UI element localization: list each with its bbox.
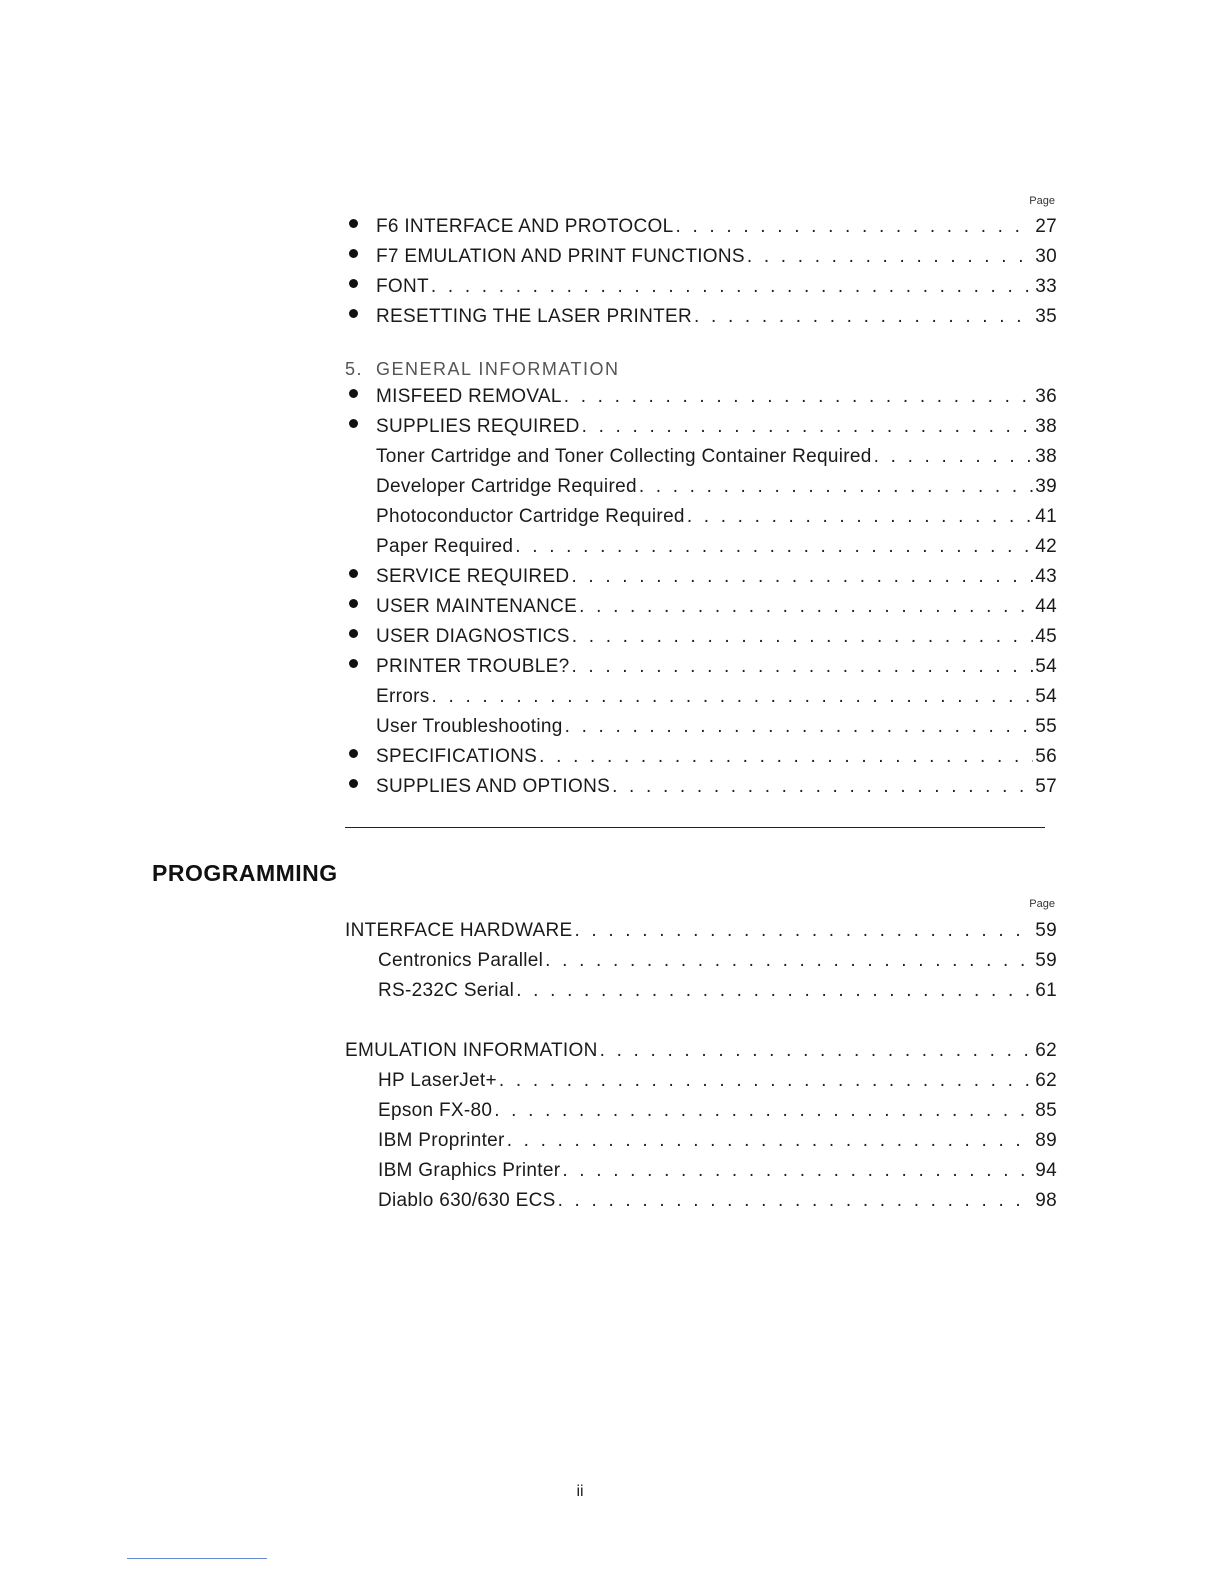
toc-entry[interactable]: [345, 776, 1057, 806]
dot-leader: [562, 1160, 1033, 1182]
dot-leader: [516, 980, 1033, 1002]
toc-entry-page: 54: [1035, 686, 1057, 707]
dot-leader: [564, 386, 1034, 408]
toc-entry-page: 59: [1035, 920, 1057, 941]
dot-leader: [571, 566, 1033, 588]
toc-entry-page: 59: [1035, 950, 1057, 971]
toc-entry-title: USER MAINTENANCE: [376, 596, 578, 617]
dot-leader: [507, 1130, 1034, 1152]
toc-entry-title: SPECIFICATIONS: [376, 746, 538, 767]
toc-entry-title: IBM Proprinter: [378, 1130, 505, 1151]
toc-entry-page: 36: [1035, 386, 1057, 407]
toc-subentry[interactable]: [345, 506, 1057, 536]
toc-subentry[interactable]: [345, 1100, 1057, 1130]
dot-leader: [499, 1070, 1033, 1092]
dot-leader: [582, 416, 1034, 438]
footer-page-number: ii: [576, 1483, 584, 1500]
dot-leader: [874, 446, 1034, 468]
spacer: [345, 1010, 1057, 1040]
dot-leader: [687, 506, 1033, 528]
dot-leader: [572, 626, 1033, 648]
toc-entry-title: USER DIAGNOSTICS: [376, 626, 570, 647]
toc-entry[interactable]: [345, 596, 1057, 626]
toc-entry-title: RS-232C Serial: [378, 980, 515, 1001]
dot-leader: [579, 596, 1033, 618]
section-heading-general-information: [345, 346, 1057, 386]
dot-leader: [565, 716, 1034, 738]
toc-entry-page: 30: [1035, 246, 1057, 267]
toc-entry-title: RESETTING THE LASER PRINTER: [376, 306, 693, 327]
toc-entry-title: F6 INTERFACE AND PROTOCOL: [376, 216, 674, 237]
toc-entry-page: 62: [1035, 1070, 1057, 1091]
toc-entry[interactable]: [345, 386, 1057, 416]
toc-entry-page: 27: [1035, 216, 1057, 237]
toc-entry-page: 54: [1035, 656, 1057, 677]
toc-entry-page: 38: [1035, 446, 1057, 467]
toc-group-operation: [345, 216, 1057, 806]
toc-subentry[interactable]: [345, 1130, 1057, 1160]
toc-entry-page: 38: [1035, 416, 1057, 437]
dot-leader: [747, 246, 1033, 268]
toc-subentry[interactable]: [345, 1190, 1057, 1220]
dot-leader: [600, 1040, 1034, 1062]
dot-leader: [694, 306, 1033, 328]
toc-entry-page: 94: [1035, 1160, 1057, 1181]
page-column-label: Page: [1029, 898, 1055, 910]
toc-entry-page: 41: [1035, 506, 1057, 527]
toc-entry-title: F7 EMULATION AND PRINT FUNCTIONS: [376, 246, 745, 267]
toc-entry[interactable]: [345, 746, 1057, 776]
toc-entry[interactable]: [345, 656, 1057, 686]
toc-subentry[interactable]: [345, 980, 1057, 1010]
toc-entry-page: 55: [1035, 716, 1057, 737]
toc-entry-title: Centronics Parallel: [378, 950, 544, 971]
toc-entry-title: SUPPLIES REQUIRED: [376, 416, 580, 437]
toc-entry-title: SUPPLIES AND OPTIONS: [376, 776, 611, 797]
toc-subentry[interactable]: [345, 686, 1057, 716]
toc-subentry[interactable]: [345, 950, 1057, 980]
toc-entry-title: Epson FX-80: [378, 1100, 493, 1121]
dot-leader: [545, 950, 1033, 972]
toc-entry-page: 85: [1035, 1100, 1057, 1121]
dot-leader: [431, 276, 1033, 298]
page-column-label: Page: [1029, 195, 1055, 207]
toc-entry-page: 61: [1035, 980, 1057, 1001]
dot-leader: [515, 536, 1033, 558]
toc-entry[interactable]: [345, 276, 1057, 306]
dot-leader: [494, 1100, 1033, 1122]
toc-subentry[interactable]: [345, 536, 1057, 566]
toc-subentry[interactable]: [345, 1160, 1057, 1190]
toc-entry-page: 45: [1035, 626, 1057, 647]
toc-entry-title: INTERFACE HARDWARE: [345, 920, 573, 941]
toc-entry-title: Diablo 630/630 ECS: [378, 1190, 556, 1211]
toc-entry-page: 57: [1035, 776, 1057, 797]
toc-entry-title: Photoconductor Cartridge Required: [376, 506, 685, 527]
dot-leader: [558, 1190, 1034, 1212]
toc-entry[interactable]: [345, 246, 1057, 276]
toc-entry-title: FONT: [376, 276, 429, 297]
section-number: 5.: [345, 359, 364, 379]
toc-entry-title: Paper Required: [376, 536, 514, 557]
toc-subentry[interactable]: [345, 1070, 1057, 1100]
toc-subentry[interactable]: [345, 446, 1057, 476]
toc-entry-page: 62: [1035, 1040, 1057, 1061]
toc-entry-title: Developer Cartridge Required: [376, 476, 637, 497]
toc-entry[interactable]: [345, 1040, 1057, 1070]
toc-entry-page: 35: [1035, 306, 1057, 327]
toc-entry-title: MISFEED REMOVAL: [376, 386, 562, 407]
toc-entry-title: Errors: [376, 686, 430, 707]
dot-leader: [639, 476, 1033, 498]
scan-edge-line: [127, 1558, 267, 1559]
dot-leader: [539, 746, 1033, 768]
toc-entry-title: IBM Graphics Printer: [378, 1160, 561, 1181]
toc-entry-title: EMULATION INFORMATION: [345, 1040, 598, 1061]
toc-entry-title: User Troubleshooting: [376, 716, 563, 737]
dot-leader: [675, 216, 1033, 238]
toc-entry[interactable]: [345, 566, 1057, 596]
toc-entry-page: 89: [1035, 1130, 1057, 1151]
toc-entry-page: 39: [1035, 476, 1057, 497]
toc-entry-title: SERVICE REQUIRED: [376, 566, 570, 587]
toc-subentry[interactable]: [345, 716, 1057, 746]
toc-entry-page: 33: [1035, 276, 1057, 297]
toc-entry-title: PRINTER TROUBLE?: [376, 656, 570, 677]
dot-leader: [574, 920, 1033, 942]
toc-entry-title: HP LaserJet+: [378, 1070, 497, 1091]
toc-entry-page: 44: [1035, 596, 1057, 617]
toc-entry[interactable]: [345, 920, 1057, 950]
toc-group-programming: [345, 920, 1057, 1220]
toc-entry[interactable]: [345, 416, 1057, 446]
section-divider: [345, 827, 1045, 828]
toc-entry-title: Toner Cartridge and Toner Collecting Container Required: [376, 446, 872, 467]
section-title: GENERAL INFORMATION: [376, 359, 620, 379]
dot-leader: [571, 656, 1033, 678]
toc-entry-page: 56: [1035, 746, 1057, 767]
dot-leader: [612, 776, 1033, 798]
toc-subentry[interactable]: [345, 476, 1057, 506]
toc-entry-page: 42: [1035, 536, 1057, 557]
toc-entry[interactable]: [345, 216, 1057, 246]
toc-entry-page: 98: [1035, 1190, 1057, 1211]
toc-entry-page: 43: [1035, 566, 1057, 587]
programming-heading: PROGRAMMING: [152, 860, 338, 886]
dot-leader: [432, 686, 1034, 708]
toc-entry[interactable]: [345, 626, 1057, 656]
toc-entry[interactable]: [345, 306, 1057, 336]
